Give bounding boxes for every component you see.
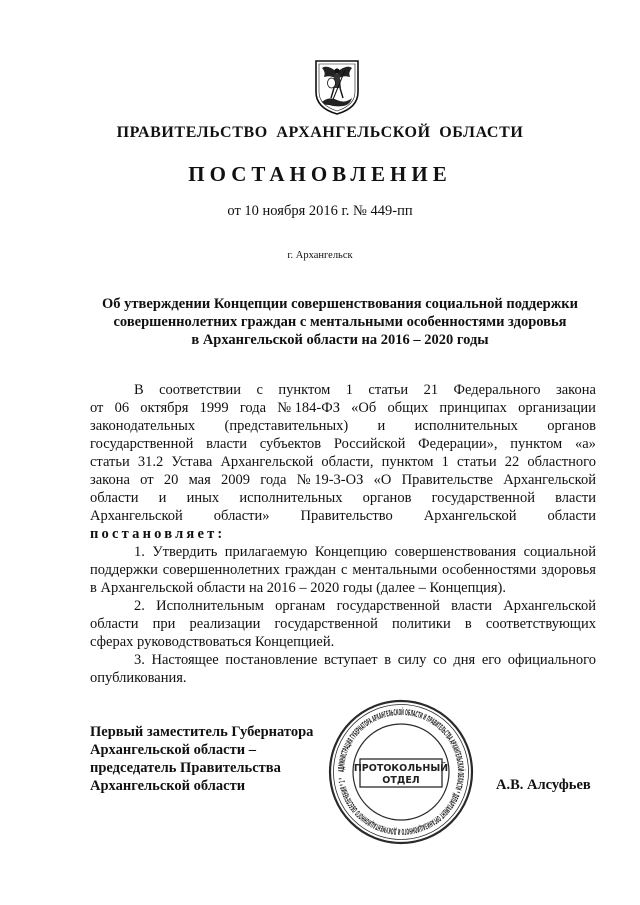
body-word: 1999 — [199, 400, 229, 416]
body-word: «О — [373, 472, 392, 488]
body-word: Правительство — [300, 508, 393, 524]
government-title: ПРАВИТЕЛЬСТВО АРХАНГЕЛЬСКОЙ ОБЛАСТИ — [116, 124, 524, 141]
body-word: постановление — [225, 652, 318, 668]
position-line: председатель Правительства — [90, 760, 281, 776]
coat-of-arms-emblem — [313, 58, 361, 116]
body-line — [90, 489, 596, 507]
body-word: политики — [391, 616, 451, 632]
body-word: поддержки — [90, 562, 158, 578]
body-word: граждан — [284, 562, 337, 578]
body-word: Федерального — [453, 382, 541, 398]
body-word: области — [547, 508, 596, 524]
body-word: 06 — [114, 400, 130, 416]
body-word: с — [341, 562, 348, 578]
body-line — [90, 435, 596, 453]
body-word: пунктом — [278, 382, 331, 398]
document-subject — [80, 295, 600, 349]
body-line — [90, 615, 596, 633]
body-line — [90, 381, 596, 399]
body-word: совершеннолетних — [162, 562, 280, 578]
body-word: областного — [527, 454, 596, 470]
body-word: от — [90, 400, 104, 416]
document-city: г. Архангельск — [287, 250, 353, 261]
body-word: Архангельской — [503, 598, 596, 614]
official-stamp — [326, 697, 476, 847]
body-word: Архангельской — [423, 508, 517, 524]
body-word: со — [433, 652, 447, 668]
body-word: ментальными — [352, 562, 438, 578]
body-word: государственной — [336, 598, 440, 614]
body-word: его — [481, 652, 502, 668]
body-word: 1 — [345, 382, 353, 398]
body-line — [90, 651, 596, 669]
body-word: соответствующих — [485, 616, 596, 632]
subject-line: Об утверждении Концепции совершенствования социальной поддержки — [102, 296, 578, 312]
body-line — [90, 471, 596, 489]
body-word: 31.2 — [137, 454, 164, 470]
body-line — [90, 597, 596, 615]
body-word: органам — [275, 598, 326, 614]
body-word: года — [260, 472, 287, 488]
body-word: 3. — [134, 652, 145, 668]
body-word: социальной — [523, 544, 596, 560]
body-word: дня — [453, 652, 476, 668]
body-word: закона — [555, 382, 596, 398]
signatory-position — [90, 723, 313, 795]
stamp-center-line1: ПРОТОКОЛЬНЫЙ — [353, 763, 449, 774]
body-word: от — [140, 472, 154, 488]
body-line — [90, 417, 596, 435]
body-word: области» — [213, 508, 270, 524]
body-word: статьи — [90, 454, 130, 470]
body-word: (представительных) — [224, 418, 349, 434]
body-word: Архангельской — [503, 472, 596, 488]
body-word: Утвердить — [152, 544, 218, 560]
body-word: области — [90, 616, 139, 632]
decree-word: постановляет: — [90, 526, 226, 542]
position-line: Архангельской области – — [90, 742, 256, 758]
body-word: силу — [397, 652, 427, 668]
subject-line: совершеннолетних граждан с ментальными особенностями здоровья — [113, 314, 567, 330]
body-word: пунктом — [381, 454, 434, 470]
body-word: Архангельской — [90, 508, 183, 524]
body-word: № 19-3-ОЗ — [296, 472, 364, 488]
body-word: организации — [518, 400, 596, 416]
body-word: пунктом — [510, 436, 563, 452]
body-word: исполнительных — [239, 490, 343, 506]
body-word: Федерации», — [418, 436, 498, 452]
body-line: опубликования. — [90, 670, 187, 686]
body-word: государственной — [431, 490, 535, 506]
body-word: иных — [186, 490, 220, 506]
position-line: Архангельской области — [90, 778, 246, 794]
body-word: Настоящее — [151, 652, 219, 668]
body-word: № 184-ФЗ — [277, 400, 340, 416]
body-word: В — [134, 382, 144, 398]
signer-name: А.В. Алсуфьев — [496, 777, 591, 793]
body-word: закона — [90, 472, 130, 488]
body-word: государственной — [90, 436, 194, 452]
position-line: Первый заместитель Губернатора — [90, 724, 314, 740]
stamp-center-line2: ОТДЕЛ — [382, 775, 420, 786]
body-word: государственной — [274, 616, 378, 632]
body-word: особенностями — [442, 562, 537, 578]
document-date-number: от 10 ноября 2016 г. № 449-пп — [227, 203, 413, 219]
body-word: реализации — [189, 616, 261, 632]
body-word: соответствии — [159, 382, 242, 398]
body-word: с — [256, 382, 263, 398]
body-word: официального — [507, 652, 596, 668]
body-word: совершенствования — [394, 544, 517, 560]
body-word: статьи — [368, 382, 409, 398]
body-word: 1 — [441, 454, 449, 470]
body-word: Архангельской — [220, 454, 314, 470]
body-line — [90, 399, 596, 417]
body-word: 20 — [163, 472, 179, 488]
body-word: Устава — [171, 454, 213, 470]
body-line — [90, 561, 596, 579]
body-word: октября — [140, 400, 189, 416]
body-word: здоровья — [541, 562, 596, 578]
body-line — [90, 543, 596, 561]
body-word: принципах — [439, 400, 507, 416]
body-word: и — [377, 418, 386, 434]
body-word: Правительстве — [401, 472, 493, 488]
body-word: при — [152, 616, 176, 632]
body-word: Российской — [333, 436, 406, 452]
body-word: и — [158, 490, 167, 506]
body-line: в Архангельской области на 2016 – 2020 годы (далее – Концепция). — [90, 580, 507, 596]
body-word: власти — [206, 436, 247, 452]
stamp-ring-text: АДМИНИСТРАЦИЯ ГУБЕРНАТОРА АРХАНГЕЛЬСКОЙ ОБЛАСТИ И ПРАВИТЕЛЬСТВА АРХАНГЕЛЬСКОЙ ОБЛАСТИ * ДЕПАРТАМЕНТ ОРГАНИЗАЦИОННОГО И ДОКУМЕНТАЦИОННОГО ОБЕСПЕЧЕНИЯ * 1 * — [335, 706, 467, 838]
document-type: ПОСТАНОВЛЕНИЕ — [188, 162, 452, 186]
body-word: Концепцию — [314, 544, 388, 560]
body-word: 1. — [134, 544, 145, 560]
body-word: общих — [387, 400, 429, 416]
body-word: «а» — [575, 436, 596, 452]
body-word: законодательных — [90, 418, 196, 434]
body-line: сферах руководствоваться Концепцией. — [90, 634, 335, 650]
body-word: 2. — [134, 598, 145, 614]
body-word: 21 — [423, 382, 439, 398]
document-body — [90, 381, 596, 687]
body-line — [90, 453, 596, 471]
body-word: власти — [555, 490, 596, 506]
body-word: 2009 — [221, 472, 251, 488]
body-word: области — [90, 490, 139, 506]
body-word: прилагаемую — [224, 544, 308, 560]
body-word: власти — [451, 598, 492, 614]
body-word: в — [464, 616, 472, 632]
body-word: исполнительных — [414, 418, 518, 434]
body-word: «Об — [351, 400, 377, 416]
body-word: статьи — [456, 454, 497, 470]
body-word: вступает — [324, 652, 378, 668]
subject-line: в Архангельской области на 2016 – 2020 годы — [191, 332, 489, 348]
body-word: области, — [321, 454, 374, 470]
body-word: Исполнительным — [156, 598, 264, 614]
body-word: органов — [547, 418, 596, 434]
body-word: субъектов — [259, 436, 322, 452]
body-line — [90, 507, 596, 525]
body-word: 22 — [504, 454, 520, 470]
body-word: в — [384, 652, 392, 668]
body-word: мая — [188, 472, 211, 488]
body-word: года — [239, 400, 267, 416]
body-word: органов — [362, 490, 412, 506]
